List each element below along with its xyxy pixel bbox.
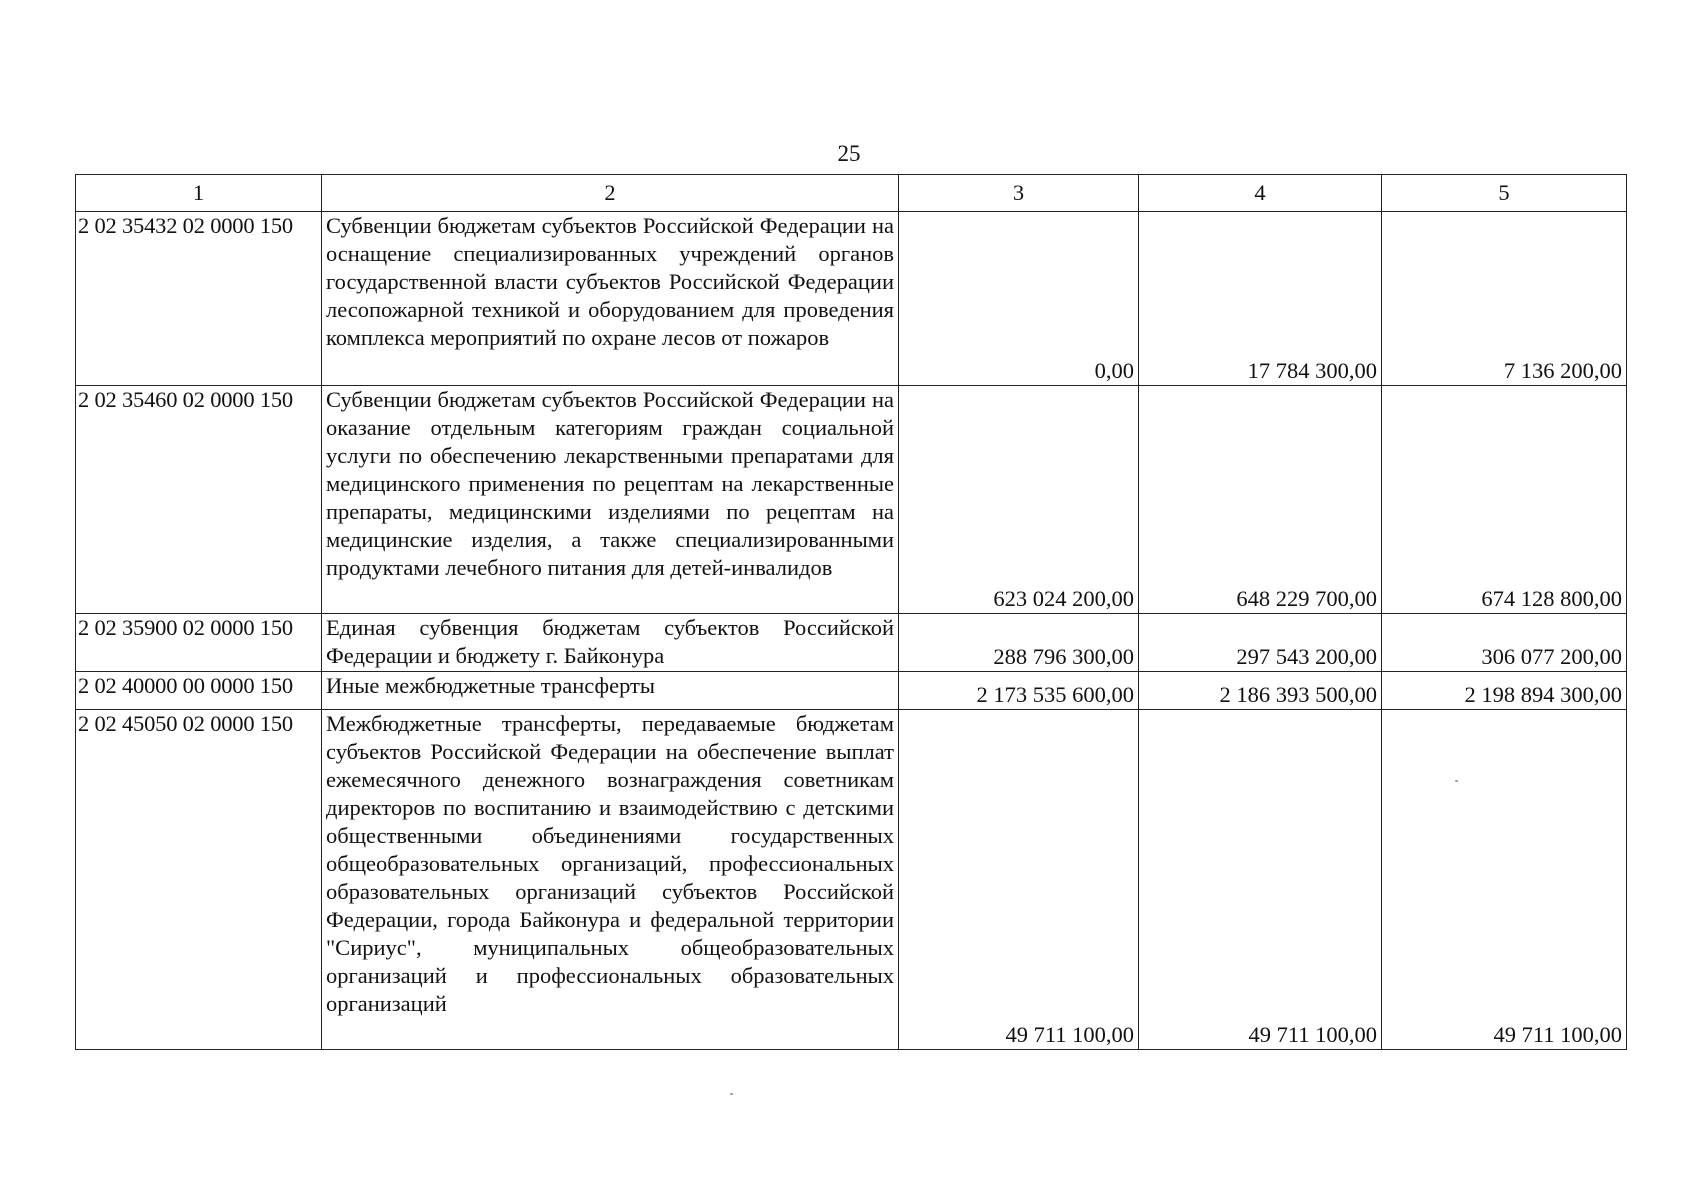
scan-speck [1455,780,1458,782]
page-number: 25 [837,141,861,166]
table-row [76,614,1627,672]
amount-cell-col4: 17 784 300,00 [1139,212,1382,386]
amount-cell-col5: 306 077 200,00 [1382,614,1627,672]
column-header: 5 [1382,175,1627,212]
scan-speck [730,1093,733,1095]
amount-cell-col3: 288 796 300,00 [899,614,1139,672]
column-header: 3 [899,175,1139,212]
description-cell: Субвенции бюджетам субъектов Российской Федерации на оснащение специализированных учреждений органов государственной власти субъектов Российской Федерации лесопожарной техникой и оборудованием для проведения комплекса мероприятий по охране лесов от пожаров [322,212,899,386]
amount-cell-col3: 49 711 100,00 [899,710,1139,1050]
amount-cell-col3: 0,00 [899,212,1139,386]
column-header: 2 [322,175,899,212]
amount-cell-col5: 49 711 100,00 [1382,710,1627,1050]
table-row [76,672,1627,710]
amount-cell-col5: 2 198 894 300,00 [1382,672,1627,710]
budget-table [75,174,1627,1050]
description-cell: Субвенции бюджетам субъектов Российской Федерации на оказание отдельным категориям граждан социальной услуги по обеспечению лекарственными препаратами для медицинского применения по рецептам на лекарственные препараты, медицинскими изделиями по рецептам на медицинские изделия, а также специализированными продуктами лечебного питания для детей-инвалидов [322,386,899,614]
description-cell: Межбюджетные трансферты, передаваемые бюджетам субъектов Российской Федерации на обеспечение выплат ежемесячного денежного вознаграждения советникам директоров по воспитанию и взаимодействию с детскими общественными объединениями государственных общеобразовательных организаций, профессиональных образовательных организаций субъектов Российской Федерации, города Байконура и федеральной территории "Сириус", муниципальных общеобразовательных организаций и профессиональных образовательных организаций [322,710,899,1050]
column-header: 1 [76,175,322,212]
budget-code-cell: 2 02 45050 02 0000 150 [76,710,322,1050]
amount-cell-col3: 2 173 535 600,00 [899,672,1139,710]
table-row [76,710,1627,1050]
amount-cell-col4: 297 543 200,00 [1139,614,1382,672]
amount-cell-col4: 648 229 700,00 [1139,386,1382,614]
budget-code-cell: 2 02 40000 00 0000 150 [76,672,322,710]
amount-cell-col4: 49 711 100,00 [1139,710,1382,1050]
table-header-row [76,175,1627,212]
amount-cell-col5: 7 136 200,00 [1382,212,1627,386]
amount-cell-col3: 623 024 200,00 [899,386,1139,614]
budget-code-cell: 2 02 35432 02 0000 150 [76,212,322,386]
table-row [76,386,1627,614]
amount-cell-col4: 2 186 393 500,00 [1139,672,1382,710]
table-row [76,212,1627,386]
budget-code-cell: 2 02 35900 02 0000 150 [76,614,322,672]
description-cell: Единая субвенция бюджетам субъектов Российской Федерации и бюджету г. Байконура [322,614,899,672]
description-cell: Иные межбюджетные трансферты [322,672,899,710]
column-header: 4 [1139,175,1382,212]
budget-code-cell: 2 02 35460 02 0000 150 [76,386,322,614]
amount-cell-col5: 674 128 800,00 [1382,386,1627,614]
